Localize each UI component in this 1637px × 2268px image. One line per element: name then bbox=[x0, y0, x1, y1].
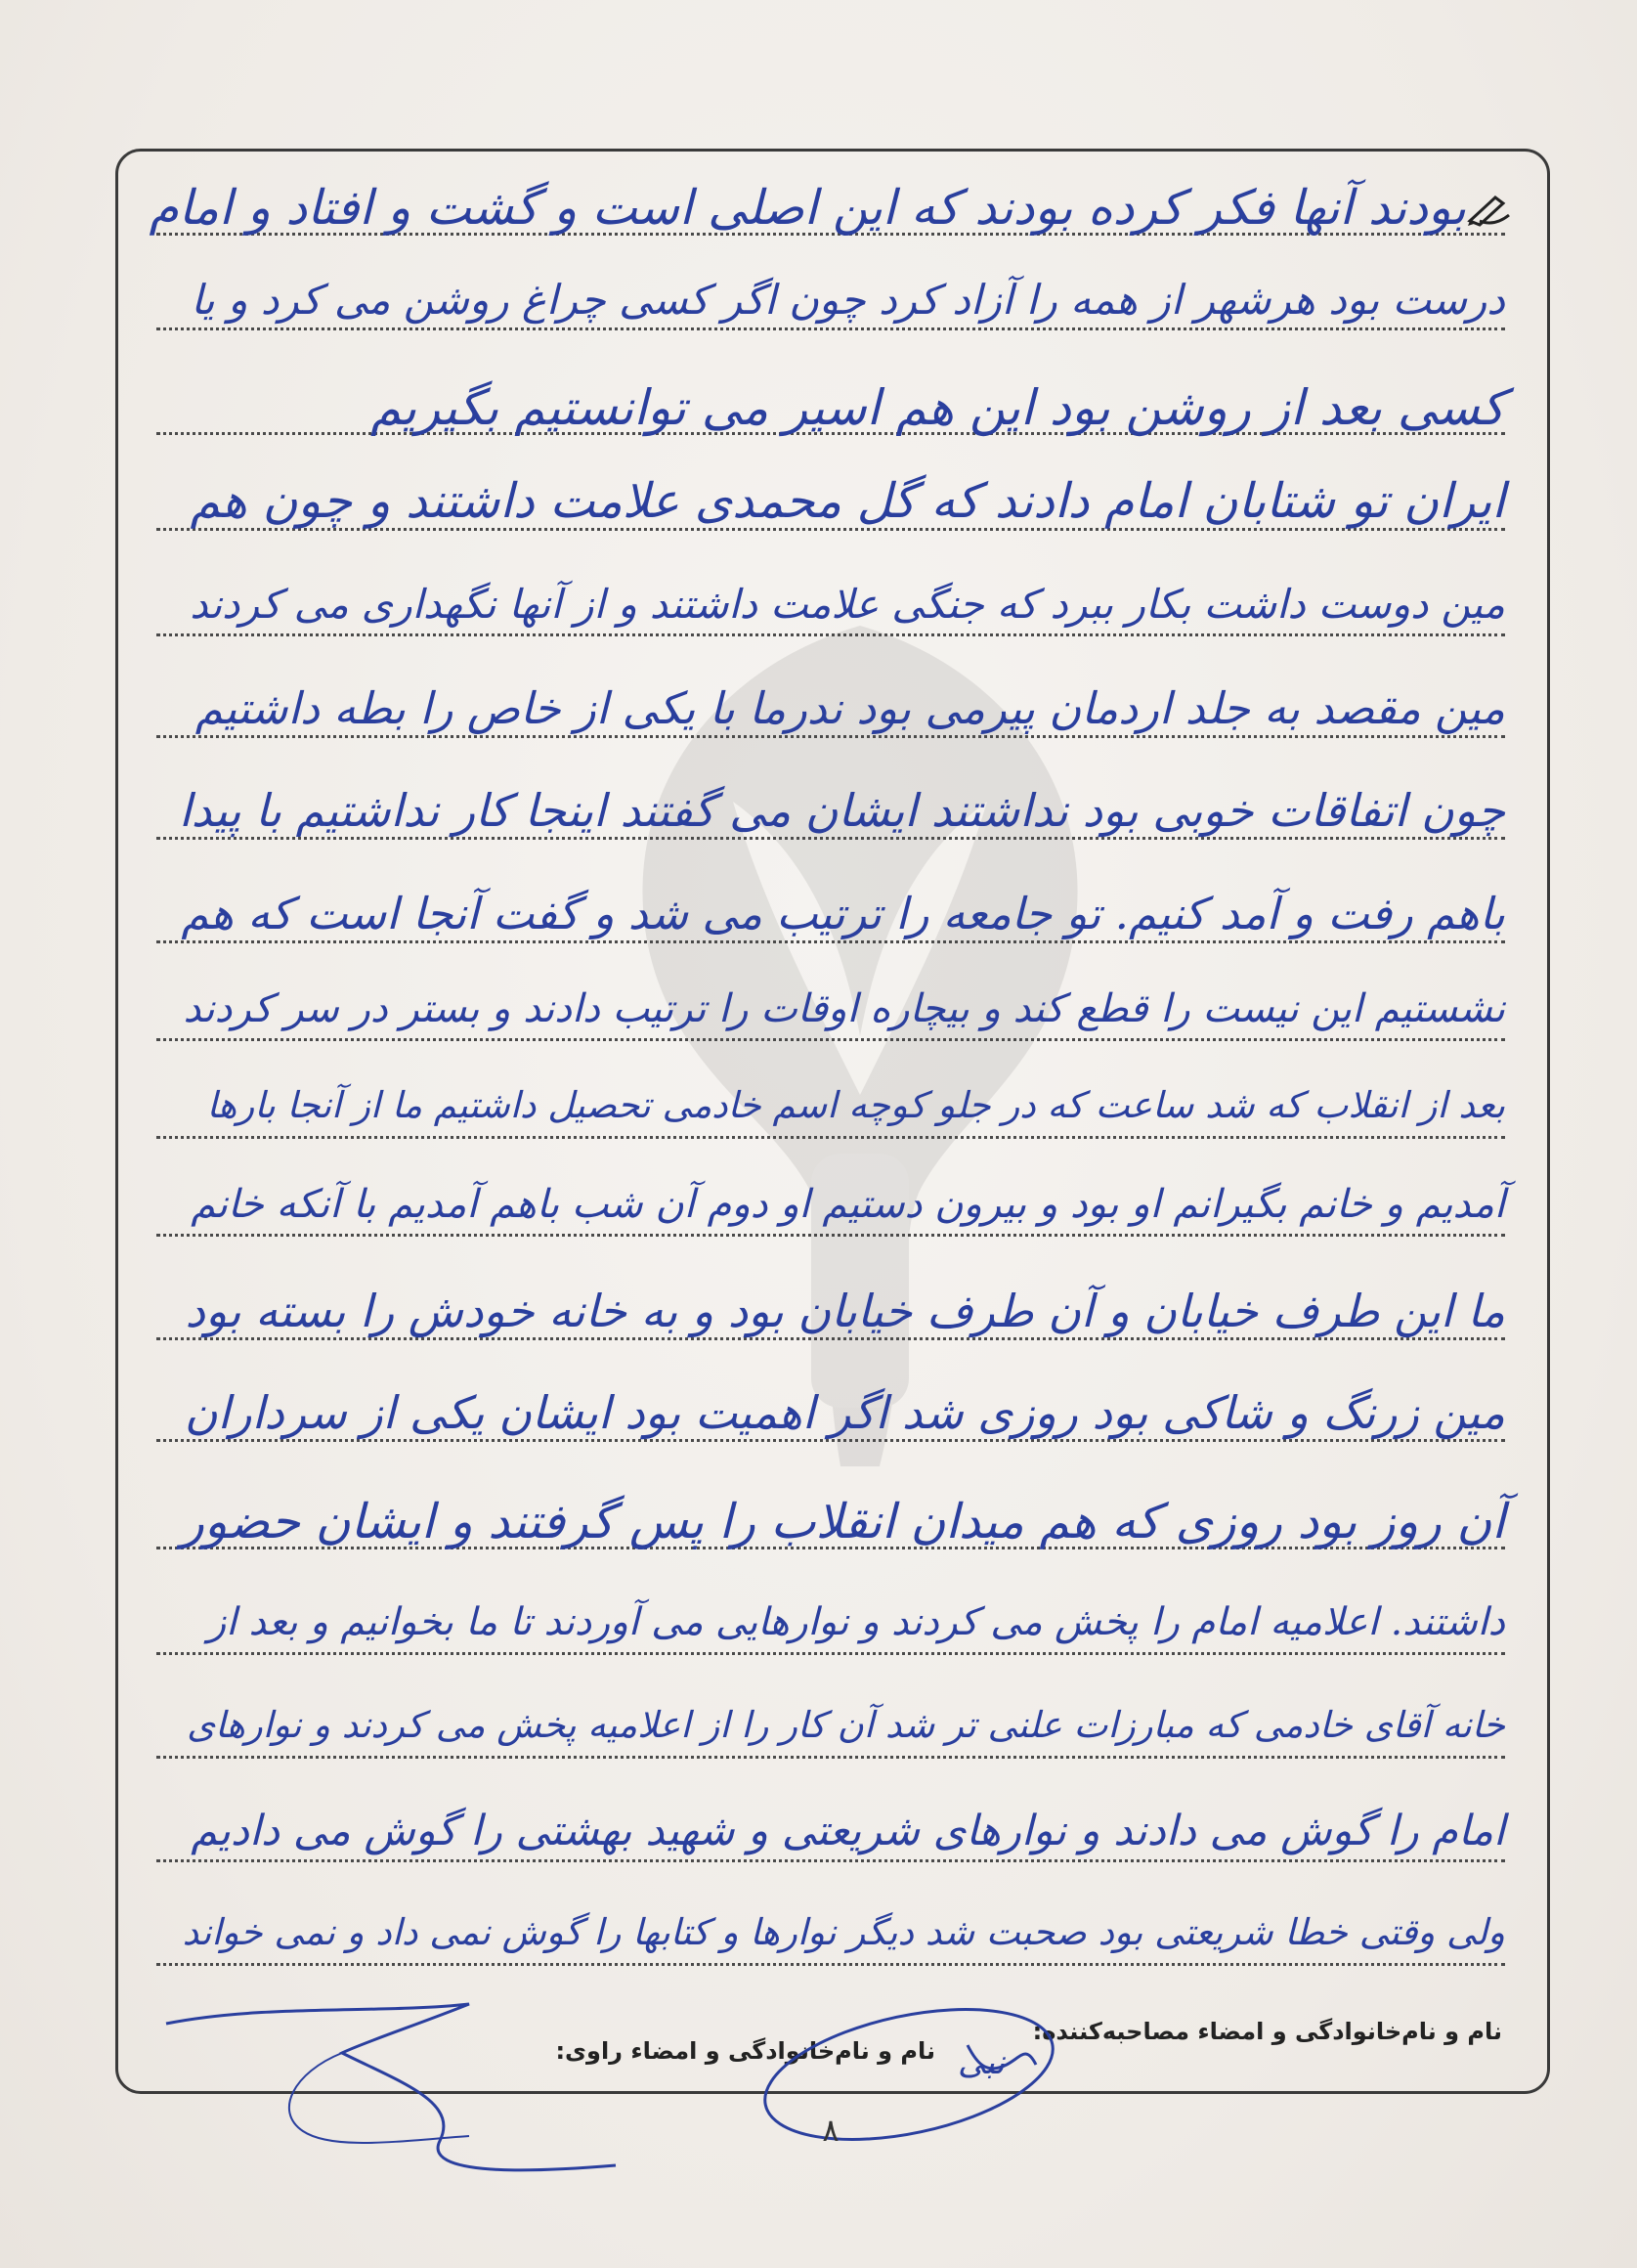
handwriting-line-15: داشتند. اعلامیه امام را پخش می کردند و نوارهایی می آوردند تا ما بخوانیم و بعد از bbox=[207, 1600, 1505, 1644]
handwriting-line-12: ما این طرف خیابان و آن طرف خیابان بود و به خانه خودش را بسته بود bbox=[185, 1285, 1505, 1337]
handwriting-line-16: خانه آقای خادمی که مبارزات علنی تر شد آن کار را از اعلامیه پخش می کردند و نوارهای bbox=[187, 1704, 1505, 1746]
handwriting-line-10: بعد از انقلاب که شد ساعت که در جلو کوچه اسم خادمی تحصیل داشتیم ما از آنجا بارها bbox=[206, 1084, 1505, 1126]
ruled-line bbox=[156, 837, 1505, 840]
handwriting-line-4: ایران تو شتابان امام دادند که گل محمدی علامت داشتند و چون هم bbox=[190, 473, 1505, 529]
ruled-line bbox=[156, 1963, 1505, 1966]
ruled-line bbox=[156, 735, 1505, 738]
ruled-line bbox=[156, 1652, 1505, 1655]
ruled-line bbox=[156, 1136, 1505, 1139]
ruled-line bbox=[156, 1439, 1505, 1442]
handwriting-line-18: ولی وقتی خطا شریعتی بود صحبت شد دیگر نوارها و کتابها را گوش نمی داد و نمی خواند bbox=[182, 1911, 1505, 1953]
handwriting-line-6: مین مقصد به جلد اردمان پیرمی بود ندرما با یکی از خاص را بطه داشتیم bbox=[194, 682, 1505, 734]
handwriting-line-14: آن روز بود روزی که هم میدان انقلاب را پس گرفتند و ایشان حضور bbox=[181, 1494, 1505, 1549]
handwriting-line-2: درست بود هرشهر از همه را آزاد کرد چون اگر کسی چراغ روشن می کرد و یا bbox=[191, 276, 1505, 324]
handwriting-line-3: کسی بعد از روشن بود این هم اسیر می توانستیم بگیریم bbox=[369, 379, 1505, 436]
interviewer-label: نام و نام‌خانوادگی و امضاء مصاحبه‌کننده: bbox=[1032, 2018, 1502, 2045]
ruled-line bbox=[156, 940, 1505, 943]
interviewer-signature-text: نبی bbox=[958, 2043, 1006, 2082]
page-number: ۸ bbox=[822, 2112, 840, 2149]
writing-area bbox=[149, 0, 1505, 2268]
handwriting-line-1: بودند آنها فکر کرده بودند که این اصلی است و گشت و افتاد و امام bbox=[149, 180, 1466, 236]
ruled-line bbox=[156, 1859, 1505, 1862]
handwriting-line-8: باهم رفت و آمد کنیم. تو جامعه را ترتیب می شد و گفت آنجا است که هم bbox=[181, 888, 1505, 939]
ruled-line bbox=[156, 327, 1505, 330]
ruled-line bbox=[156, 1038, 1505, 1041]
ruled-line bbox=[156, 1234, 1505, 1237]
ruled-line bbox=[156, 1337, 1505, 1340]
handwriting-line-13: مین زرنگ و شاکی بود روزی شد اگر اهمیت بود ایشان یکی از سرداران bbox=[184, 1386, 1505, 1439]
handwriting-line-9: نشستیم این نیست را قطع کند و بیچاره اوقات را ترتیب دادند و بستر در سر کردند bbox=[183, 986, 1505, 1031]
handwriting-line-17: امام را گوش می دادند و نوارهای شریعتی و شهید بهشتی را گوش می دادیم bbox=[191, 1807, 1505, 1855]
ruled-line bbox=[156, 1756, 1505, 1759]
handwriting-line-7: چون اتفاقات خوبی بود نداشتند ایشان می گفتند اینجا کار نداشتیم با پیدا bbox=[178, 784, 1505, 837]
narrator-signature bbox=[147, 1994, 733, 2190]
handwriting-line-11: آمدیم و خانم بگیرانم او بود و بیرون دستیم او دوم آن شب باهم آمدیم با آنکه خانم bbox=[191, 1182, 1505, 1227]
interviewer-signature bbox=[743, 2006, 1075, 2162]
narrator-label: نام و نام‌خانوادگی و امضاء راوی: bbox=[555, 2037, 935, 2065]
handwriting-line-5: مین دوست داشت بکار ببرد که جنگی علامت داشتند و از آنها نگهداری می کردند bbox=[190, 581, 1505, 628]
ruled-line bbox=[156, 633, 1505, 636]
